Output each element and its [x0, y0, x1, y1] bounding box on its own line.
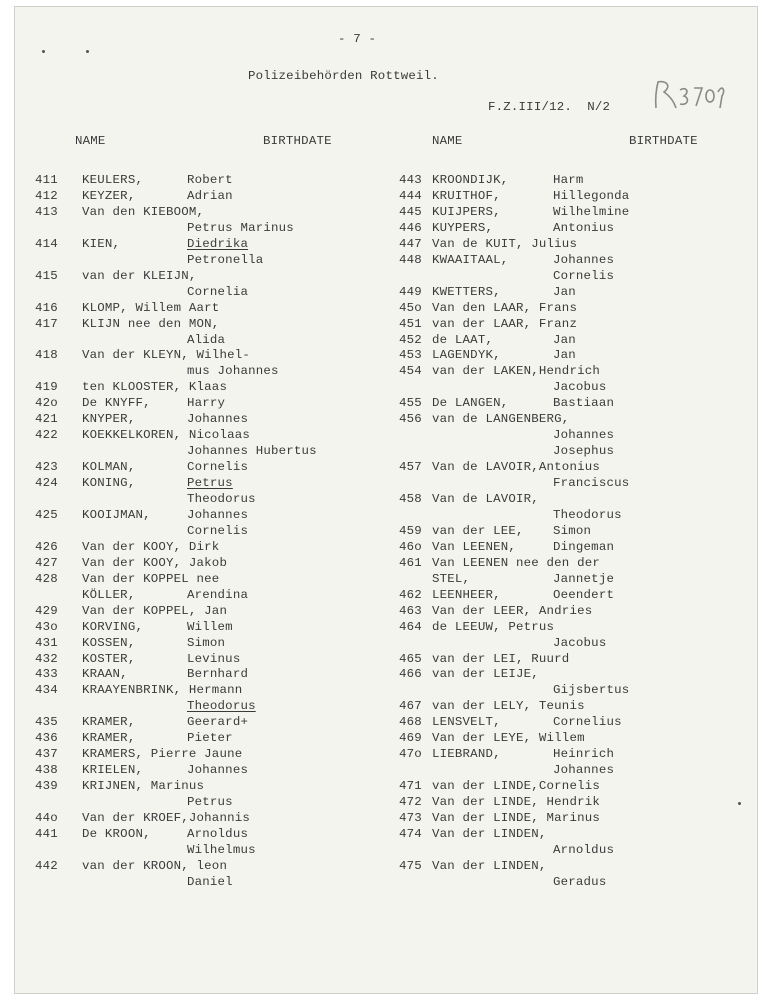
entry-number: 466 — [399, 667, 422, 682]
entry-given-name: Theodorus — [187, 492, 256, 506]
entry-number: 471 — [399, 779, 422, 794]
entry-given-name: Cornelis — [187, 460, 249, 475]
entry-given-name: Jan — [553, 348, 576, 363]
entry-surname: KRAMER, — [82, 731, 136, 746]
punch-dot — [738, 802, 741, 805]
entry-surname: KWETTERS, — [432, 284, 501, 299]
entry-number: 422 — [35, 428, 58, 443]
entry-surname: van der KLEIJN, — [82, 268, 197, 283]
entry-number: 412 — [35, 188, 58, 203]
entry-number: 455 — [399, 396, 422, 411]
entry-given-name: Geradus — [553, 874, 607, 889]
entry-given-name: Daniel — [187, 874, 233, 889]
entry-number: 473 — [399, 811, 422, 825]
entry-surname: de LAAT, — [432, 332, 494, 347]
entry-surname: KRAAYENBRINK, Hermann — [82, 683, 243, 698]
entry-number: 437 — [35, 747, 58, 762]
entry-number: 465 — [399, 651, 422, 666]
entry-given-name: Cornelis — [553, 268, 615, 283]
entry-number: 426 — [35, 539, 58, 554]
entry-number: 43o — [35, 619, 58, 634]
entry-given-name: Cornelia — [187, 284, 249, 299]
entry-surname: Van den LAAR, Frans — [432, 300, 578, 315]
entry-given-name: Antonius — [553, 220, 615, 235]
entry-surname: Van der LINDE, Marinus — [432, 811, 600, 825]
entry-number: 433 — [35, 667, 58, 682]
entry-surname: KRAAN, — [82, 667, 128, 682]
entry-given-name: Cornelius — [553, 715, 622, 730]
entry-number: 411 — [35, 173, 58, 187]
entry-given-name: Pieter — [187, 731, 233, 746]
entry-number: 421 — [35, 412, 58, 427]
entry-surname: KIEN, — [82, 236, 121, 251]
punch-dot — [86, 50, 89, 53]
entry-number: 418 — [35, 348, 58, 363]
entry-surname: Van der LINDEN, — [432, 826, 547, 841]
entry-surname: KRAMERS, Pierre Jaune — [82, 747, 243, 762]
entry-number: 453 — [399, 348, 422, 363]
entry-surname: KWAAITAAL, — [432, 252, 509, 267]
entry-given-name: Cornelis — [187, 523, 249, 538]
entry-surname: Van LEENEN, — [432, 539, 516, 554]
entry-number: 428 — [35, 571, 58, 586]
entry-surname: KLIJN nee den MON, — [82, 316, 220, 331]
entry-given-name: Johannes — [553, 428, 615, 443]
entry-number: 461 — [399, 555, 422, 570]
entry-surname: LAGENDYK, — [432, 348, 501, 363]
entry-number: 431 — [35, 635, 58, 650]
entry-number: 445 — [399, 204, 422, 219]
entry-given-name: Wilhelmus — [187, 842, 256, 857]
entry-number: 459 — [399, 523, 422, 538]
entry-given-name: Simon — [553, 523, 592, 538]
entry-given-name: Oeendert — [553, 587, 615, 602]
entry-surname: Van der LINDE, Hendrik — [432, 795, 600, 810]
entry-number: 475 — [399, 858, 422, 873]
entry-given-name: Arnoldus — [553, 842, 615, 857]
entry-number: 424 — [35, 476, 58, 491]
entry-number: 432 — [35, 651, 58, 666]
entry-number: 457 — [399, 460, 422, 475]
entry-surname: KOOIJMAN, — [82, 507, 151, 522]
entry-surname: KRIELEN, — [82, 763, 144, 778]
entry-given-name: Jan — [553, 332, 576, 347]
entry-given-name: Theodorus — [187, 699, 256, 714]
entry-number: 469 — [399, 731, 422, 746]
left-birthdate-header: BIRTHDATE — [263, 134, 332, 148]
entry-given-name: Dingeman — [553, 539, 615, 554]
entry-surname: KNYPER, — [82, 412, 136, 427]
entry-surname: KLOMP, Willem Aart — [82, 300, 220, 315]
entry-surname: van de LANGENBERG, — [432, 412, 570, 427]
entry-surname: Van den KIEBOOM, — [82, 204, 205, 219]
entry-surname: KÖLLER, — [82, 587, 136, 602]
entry-given-name: Petronella — [187, 252, 264, 267]
entry-surname: De KNYFF, — [82, 396, 151, 411]
file-reference: F.Z.III/12. N/2 — [488, 100, 611, 114]
entry-number: 472 — [399, 795, 422, 810]
entry-given-name: Josephus — [553, 444, 615, 459]
entry-given-name: Arendina — [187, 587, 249, 602]
entry-given-name: Geerard+ — [187, 715, 249, 730]
entry-given-name: Johannes — [553, 763, 615, 778]
entry-number: 454 — [399, 364, 422, 379]
entry-number: 452 — [399, 332, 422, 347]
entry-surname: LIEBRAND, — [432, 747, 501, 762]
entry-number: 417 — [35, 316, 58, 331]
entry-number: 467 — [399, 699, 422, 714]
entry-surname: van der LEE, — [432, 523, 524, 538]
entry-surname: Van der KOOY, Jakob — [82, 555, 228, 570]
entry-given-name: mus Johannes — [187, 364, 279, 379]
entry-given-name: Johannes — [187, 507, 249, 522]
entry-surname: De LANGEN, — [432, 396, 509, 411]
entry-given-name: Franciscus — [553, 476, 630, 491]
entry-given-name: Petrus — [187, 476, 233, 491]
entry-number: 448 — [399, 252, 422, 267]
entry-surname: van der LAAR, Franz — [432, 316, 578, 331]
entry-number: 425 — [35, 507, 58, 522]
entry-number: 474 — [399, 826, 422, 841]
entry-number: 444 — [399, 188, 422, 203]
entry-number: 435 — [35, 715, 58, 730]
entry-surname: Van de KUIT, Julius — [432, 236, 578, 251]
entry-surname: KOLMAN, — [82, 460, 136, 475]
entry-given-name: Jacobus — [553, 635, 607, 650]
entry-surname: van der LAKEN,Hendrich — [432, 364, 600, 379]
entry-given-name: Theodorus — [553, 507, 622, 522]
entry-given-name: Petrus Marinus — [187, 220, 294, 235]
entry-surname: Van der KOOY, Dirk — [82, 539, 220, 554]
left-name-header: NAME — [75, 134, 106, 148]
entry-number: 451 — [399, 316, 422, 331]
entry-number: 449 — [399, 284, 422, 299]
entry-number: 439 — [35, 779, 58, 794]
punch-dot — [42, 50, 45, 53]
entry-given-name: Simon — [187, 635, 226, 650]
entry-number: 47o — [399, 747, 422, 762]
entry-given-name: Bernhard — [187, 667, 249, 682]
entry-surname: van der LINDE,Cornelis — [432, 779, 600, 794]
entry-surname: van der KROON, leon — [82, 858, 228, 873]
entry-number: 414 — [35, 236, 58, 251]
entry-given-name: Johannes — [187, 763, 249, 778]
entry-number: 42o — [35, 396, 58, 411]
entry-surname: van der LEIJE, — [432, 667, 539, 682]
entry-given-name: Arnoldus — [187, 826, 249, 841]
entry-surname: KORVING, — [82, 619, 144, 634]
entry-number: 446 — [399, 220, 422, 235]
entry-given-name: Robert — [187, 173, 233, 187]
entry-surname: Van der KROEF,Johannis — [82, 811, 250, 825]
entry-number: 443 — [399, 173, 422, 187]
entry-given-name: Jannetje — [553, 571, 615, 586]
entry-given-name: Johannes — [187, 412, 249, 427]
entry-number: 468 — [399, 715, 422, 730]
entry-number: 46o — [399, 539, 422, 554]
entry-surname: Van de LAVOIR, — [432, 492, 539, 506]
entry-given-name: Levinus — [187, 651, 241, 666]
entry-number: 416 — [35, 300, 58, 315]
right-birthdate-header: BIRTHDATE — [629, 134, 698, 148]
entry-surname: van der LEI, Ruurd — [432, 651, 570, 666]
entry-given-name: Bastiaan — [553, 396, 615, 411]
entry-number: 429 — [35, 603, 58, 618]
entry-surname: Van der KOPPEL, Jan — [82, 603, 228, 618]
entry-surname: Van der LEER, Andries — [432, 603, 593, 618]
entry-number: 441 — [35, 826, 58, 841]
entry-given-name: Adrian — [187, 188, 233, 203]
entry-number: 415 — [35, 268, 58, 283]
entry-given-name: Jan — [553, 284, 576, 299]
entry-surname: LEENHEER, — [432, 587, 501, 602]
entry-number: 442 — [35, 858, 58, 873]
entry-number: 45o — [399, 300, 422, 315]
entry-given-name: Harry — [187, 396, 226, 411]
entry-number: 456 — [399, 412, 422, 427]
entry-surname: KOSTER, — [82, 651, 136, 666]
entry-surname: KRUITHOF, — [432, 188, 501, 203]
entry-surname: KUIJPERS, — [432, 204, 501, 219]
handwritten-annotation — [652, 78, 728, 112]
entry-surname: STEL, — [432, 571, 471, 586]
entry-surname: KRIJNEN, Marinus — [82, 779, 205, 794]
entry-surname: Van der LINDEN, — [432, 858, 547, 873]
entry-surname: Van der KLEYN, Wilhel- — [82, 348, 250, 363]
entry-surname: KOSSEN, — [82, 635, 136, 650]
entry-surname: Van der LEYE, Willem — [432, 731, 585, 746]
entry-given-name: Harm — [553, 173, 584, 187]
entry-surname: KROONDIJK, — [432, 173, 509, 187]
entry-given-name: Petrus — [187, 795, 233, 810]
entry-given-name: Diedrika — [187, 236, 249, 251]
entry-surname: KEULERS, — [82, 173, 144, 187]
entry-surname: De KROON, — [82, 826, 151, 841]
entry-number: 458 — [399, 492, 422, 506]
entry-surname: KOEKKELKOREN, Nicolaas — [82, 428, 250, 443]
entry-given-name: Heinrich — [553, 747, 615, 762]
entry-given-name: Hillegonda — [553, 188, 630, 203]
entry-surname: KONING, — [82, 476, 136, 491]
entry-surname: KRAMER, — [82, 715, 136, 730]
page-title: Polizeibehörden Rottweil. — [248, 69, 439, 83]
entry-surname: van der LELY, Teunis — [432, 699, 585, 714]
right-name-header: NAME — [432, 134, 463, 148]
entry-number: 464 — [399, 619, 422, 634]
entry-number: 436 — [35, 731, 58, 746]
page-number: - 7 - — [338, 32, 377, 46]
entry-surname: Van LEENEN nee den der — [432, 555, 600, 570]
entry-number: 438 — [35, 763, 58, 778]
entry-number: 447 — [399, 236, 422, 251]
entry-number: 44o — [35, 811, 58, 825]
entry-given-name: Willem — [187, 619, 233, 634]
entry-given-name: Gijsbertus — [553, 683, 630, 698]
entry-surname: Van der KOPPEL nee — [82, 571, 220, 586]
entry-number: 434 — [35, 683, 58, 698]
entry-given-name: Johannes Hubertus — [187, 444, 317, 459]
entry-surname: KUYPERS, — [432, 220, 494, 235]
entry-given-name: Jacobus — [553, 380, 607, 395]
entry-surname: Van de LAVOIR,Antonius — [432, 460, 600, 475]
entry-number: 462 — [399, 587, 422, 602]
entry-surname: LENSVELT, — [432, 715, 501, 730]
entry-given-name: Alida — [187, 332, 226, 347]
entry-given-name: Johannes — [553, 252, 615, 267]
entry-number: 463 — [399, 603, 422, 618]
entry-number: 423 — [35, 460, 58, 475]
entry-surname: de LEEUW, Petrus — [432, 619, 555, 634]
entry-surname: KEYZER, — [82, 188, 136, 203]
entry-number: 427 — [35, 555, 58, 570]
entry-surname: ten KLOOSTER, Klaas — [82, 380, 228, 395]
entry-given-name: Wilhelmine — [553, 204, 630, 219]
entry-number: 413 — [35, 204, 58, 219]
entry-number: 419 — [35, 380, 58, 395]
